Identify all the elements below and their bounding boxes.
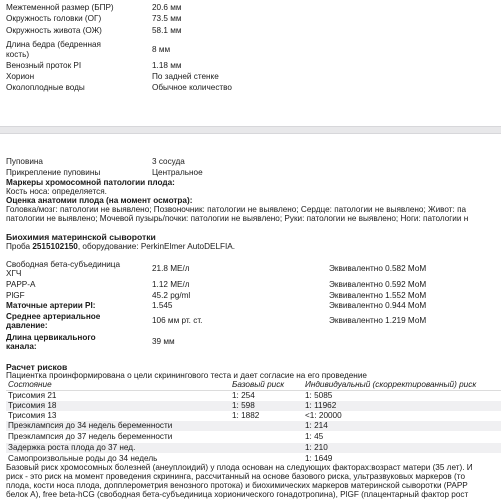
measurement-value: По задней стенке — [152, 72, 219, 81]
measurement-label: Межтеменной размер (БПР) — [6, 3, 114, 12]
risk-title: Расчет рисков — [6, 362, 68, 372]
biochem-mom: Эквивалентно 1.552 МоМ — [329, 291, 427, 300]
biochem-value: 1.12 МЕ/л — [152, 280, 190, 289]
header-condition: Состояние — [8, 380, 52, 389]
biochem-mom: Эквивалентно 1.219 МоМ — [329, 316, 427, 325]
risk-individual: 1: 5085 — [305, 391, 333, 400]
risk-row — [6, 432, 501, 442]
risk-footnote-line: Базовый риск хромосомных болезней (анеуплоидий) у плода основан на следующих факторах:возраст матери (35 лет). И — [6, 463, 473, 472]
cord-row — [6, 157, 501, 168]
biochem-label: PlGF — [6, 291, 25, 300]
risk-individual: <1: 20000 — [305, 411, 342, 420]
risk-intro: Пациентка проинформирована о цели скринингового теста и дает согласие на его проведение — [6, 371, 367, 380]
cord-label: Прикрепление пуповины — [6, 168, 101, 177]
measurement-value: 58.1 мм — [152, 26, 182, 35]
measurement-row — [6, 72, 501, 83]
risk-footnote-line: плода, кости носа плода, допплерометрия венозного протока) и биохимических маркеров материнской сыворотки (PAPP — [6, 481, 468, 490]
biochem-mom: Эквивалентно 0.944 МоМ — [329, 301, 427, 310]
biochem-label-cont: ХГЧ — [6, 269, 22, 278]
cord-label: Пуповина — [6, 157, 43, 166]
header-base-risk: Базовый риск — [232, 380, 285, 389]
anatomy-text-line: патологии не выявлено; Мочевой пузырь/почки: патологии не выявлено; Руки: патологии не выявлено; Ноги: патологии н — [6, 214, 469, 223]
biochem-value: 106 мм рт. ст. — [152, 316, 203, 325]
risk-individual: 1: 1649 — [305, 454, 333, 463]
biochem-row — [6, 301, 501, 312]
measurement-value: 20.6 мм — [152, 3, 182, 12]
cord-value: 3 сосуда — [152, 157, 185, 166]
measurement-label: Длина бедра (бедренная — [6, 40, 101, 49]
biochem-mom: Эквивалентно 0.582 МоМ — [329, 264, 427, 273]
anatomy-title: Оценка анатомии плода (на момент осмотра): — [6, 196, 193, 205]
biochem-value: 1.545 — [152, 301, 173, 310]
measurement-row — [6, 26, 501, 37]
biochem-label: Маточные артерии PI: — [6, 301, 96, 310]
risk-base: 1: 254 — [232, 391, 255, 400]
sample-equipment: , оборудование: PerkinElmer AutoDELFIA. — [77, 242, 236, 251]
biochem-mom: Эквивалентно 0.592 МоМ — [329, 280, 427, 289]
biochem-row — [6, 260, 501, 280]
markers-text: Кость носа: определяется. — [6, 187, 107, 196]
risk-row — [6, 391, 501, 401]
biochem-label-cont: давление: — [6, 321, 48, 330]
risk-condition: Самопроизвольные роды до 34 недель — [8, 454, 158, 463]
risk-row — [6, 411, 501, 421]
risk-condition: Трисомия 13 — [8, 411, 57, 420]
measurement-label: Венозный проток PI — [6, 61, 82, 70]
measurement-value: 73.5 мм — [152, 14, 182, 23]
measurement-row — [6, 14, 501, 25]
risk-row — [6, 443, 501, 453]
biochem-row — [6, 312, 501, 332]
risk-condition: Трисомия 21 — [8, 391, 57, 400]
anatomy-text-line: Головка/мозг: патологии не выявлено; Позвоночник: патологии не выявлено; Сердце: патологии не выявлено; Живот: па — [6, 205, 467, 214]
sample-id: 2515102150 — [32, 242, 78, 251]
measurement-label-cont: кость) — [6, 50, 30, 59]
biochem-label-cont: канала: — [6, 342, 37, 351]
risk-individual: 1: 45 — [305, 432, 324, 441]
biochem-row — [6, 333, 501, 353]
risk-base: 1: 1882 — [232, 411, 260, 420]
measurement-row — [6, 61, 501, 72]
page-break-divider — [0, 126, 501, 134]
risk-footnote-line: белок А), free beta-hCG (свободная бета-субъединица хорионического гонадотропина), PlGF (плацентарный фактор рост — [6, 490, 469, 499]
risk-individual: 1: 214 — [305, 421, 328, 430]
biochem-sample — [6, 242, 235, 252]
measurement-label: Окружность живота (ОЖ) — [6, 26, 102, 35]
risk-base: 1: 598 — [232, 401, 255, 410]
risk-condition: Преэклампсия до 37 недель беременности — [8, 432, 173, 441]
measurement-value: Обычное количество — [152, 83, 232, 92]
markers-title: Маркеры хромосомной патологии плода: — [6, 178, 175, 187]
biochem-value: 39 мм — [152, 337, 175, 346]
risk-footnote-line: риск - это риск на момент проведения скрининга, рассчитанный на основе базового риска, ультразвуковых маркеров (то — [6, 472, 465, 481]
biochem-value: 21.8 МЕ/л — [152, 264, 190, 273]
measurement-value: 1.18 мм — [152, 61, 182, 70]
biochem-title: Биохимия материнской сыворотки — [6, 232, 156, 242]
measurement-label: Окружность головки (ОГ) — [6, 14, 102, 23]
biochem-label: PAPP-A — [6, 280, 36, 289]
risk-individual: 1: 11962 — [305, 401, 337, 410]
measurement-label: Хорион — [6, 72, 35, 81]
header-individual-risk: Индивидуальный (скорректированный) риск — [305, 380, 477, 389]
measurement-row — [6, 3, 501, 14]
biochem-label: Свободная бета-субъединица — [6, 260, 121, 269]
measurement-value: 8 мм — [152, 45, 171, 54]
biochem-value: 45.2 pg/ml — [152, 291, 191, 300]
risk-condition: Трисомия 18 — [8, 401, 57, 410]
risk-row — [6, 401, 501, 411]
biochem-row — [6, 280, 501, 291]
measurement-row — [6, 83, 501, 94]
risk-table-header — [6, 380, 501, 390]
biochem-label: Среднее артериальное — [6, 312, 101, 321]
cord-value: Центральное — [152, 168, 203, 177]
sample-prefix: Проба — [6, 242, 33, 251]
biochem-label: Длина цервикального — [6, 333, 96, 342]
risk-individual: 1: 210 — [305, 443, 328, 452]
risk-condition: Преэклампсия до 34 недель беременности — [8, 421, 173, 430]
measurement-label: Околоплодные воды — [6, 83, 85, 92]
risk-row — [6, 421, 501, 431]
risk-condition: Задержка роста плода до 37 нед. — [8, 443, 136, 452]
measurement-row — [6, 40, 501, 60]
